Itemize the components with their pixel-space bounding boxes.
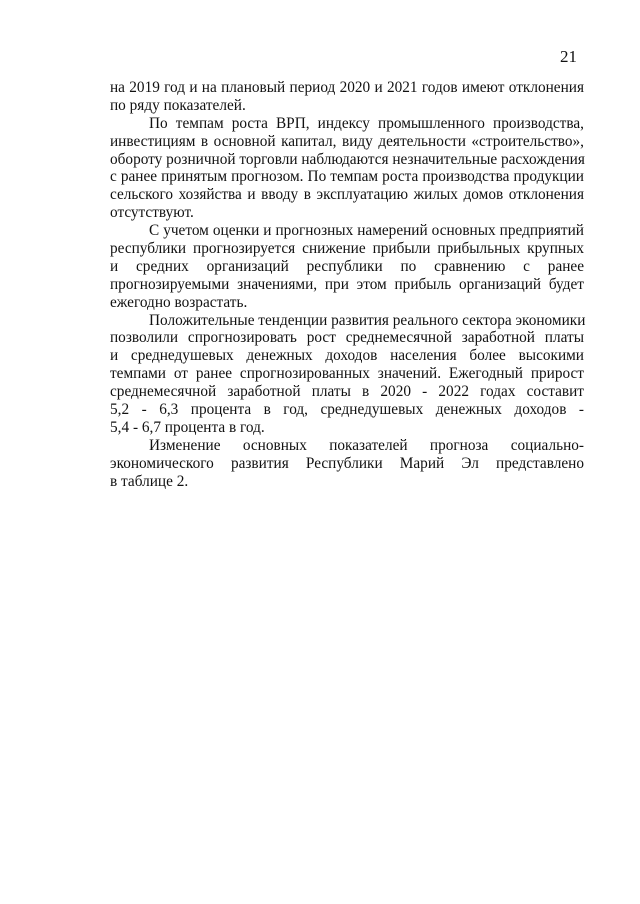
text-line: и среднедушевых денежных доходов населения более высокими — [110, 347, 584, 365]
page-number: 21 — [560, 47, 577, 66]
text-line: по ряду показателей. — [110, 96, 246, 114]
text-line: экономического развития Республики Марий Эл представлено — [110, 454, 584, 472]
text-line: 5,4 - 6,7 процента в год. — [110, 418, 265, 436]
text-line: прогнозируемыми значениями, при этом прибыль организаций будет — [110, 275, 584, 293]
text-line: и средних организаций республики по сравнению с ранее — [110, 257, 584, 275]
text-line: сельского хозяйства и вводу в эксплуатацию жилых домов отклонения — [110, 186, 584, 204]
text-line: темпами от ранее спрогнозированных значений. Ежегодный прирост — [110, 365, 584, 383]
text-line: Положительные тенденции развития реального сектора экономики — [149, 311, 586, 329]
text-line: с ранее принятым прогнозом. По темпам роста производства продукции — [110, 168, 584, 186]
paragraph-2 — [110, 115, 584, 222]
text-line: позволили спрогнозировать рост среднемесячной заработной платы — [110, 329, 584, 347]
text-line: Изменение основных показателей прогноза социально- — [149, 436, 584, 454]
paragraph-5 — [110, 437, 584, 491]
text-line: на 2019 год и на плановый период 2020 и 2021 годов имеют отклонения — [110, 79, 584, 96]
paragraph-3 — [110, 222, 584, 311]
paragraph-4 — [110, 312, 584, 437]
text-line: среднемесячной заработной платы в 2020 - 2022 годах составит — [110, 383, 584, 401]
paragraph-1 — [110, 79, 584, 115]
text-line: республики прогнозируется снижение прибыли прибыльных крупных — [110, 240, 584, 258]
document-body — [110, 79, 584, 490]
text-line: 5,2 - 6,3 процента в год, среднедушевых денежных доходов - — [110, 401, 584, 419]
text-line: По темпам роста ВРП, индексу промышленного производства, — [149, 114, 584, 132]
text-line: отсутствуют. — [110, 204, 194, 222]
text-line: С учетом оценки и прогнозных намерений основных предприятий — [149, 222, 584, 240]
text-line: в таблице 2. — [110, 472, 189, 490]
text-line: ежегодно возрастать. — [110, 293, 248, 311]
text-line: инвестициям в основной капитал, виду деятельности «строительство», — [110, 132, 584, 150]
text-line: обороту розничной торговли наблюдаются незначительные расхождения — [110, 150, 585, 168]
